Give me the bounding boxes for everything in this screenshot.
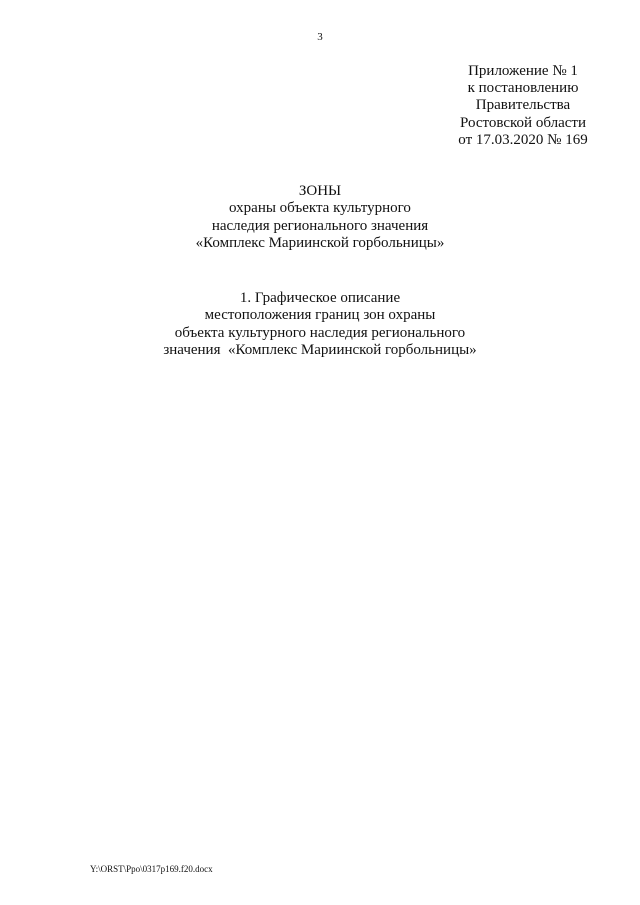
appendix-line: Приложение № 1: [468, 63, 578, 79]
title-line: «Комплекс Мариинской горбольницы»: [195, 235, 445, 252]
page-number: 3: [317, 31, 323, 43]
title-line: охраны объекта культурного: [229, 200, 411, 217]
title-line: наследия регионального значения: [211, 217, 429, 234]
title-heading: ЗОНЫ: [298, 183, 342, 199]
appendix-line: Правительства: [475, 97, 571, 114]
document-title: [0, 183, 640, 253]
section-heading: [0, 290, 640, 360]
file-path-footer: Y:\ORST\Ppo\0317p169.f20.docx: [90, 864, 213, 874]
appendix-line: от 17.03.2020 № 169: [458, 131, 588, 148]
section-line: значения «Комплекс Мариинской горбольницы»: [163, 342, 477, 359]
appendix-block: [446, 63, 600, 149]
section-line: местоположения границ зон охраны: [204, 307, 436, 324]
section-line: объекта культурного наследия регионального: [174, 324, 466, 341]
appendix-line: Ростовской области: [460, 114, 586, 131]
section-line: 1. Графическое описание: [239, 290, 401, 306]
appendix-line: к постановлению: [467, 80, 579, 97]
